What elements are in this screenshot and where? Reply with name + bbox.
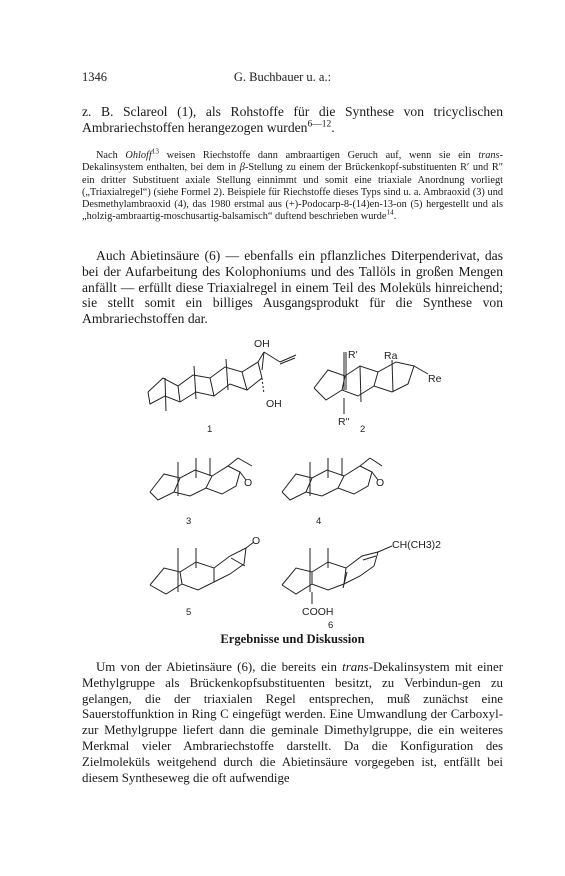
compound-label-2: 2 — [360, 424, 366, 435]
p2-text-c: -Dekalinsystem enthalten, bei dem in — [82, 150, 503, 174]
atom-oh-bottom: OH — [266, 398, 282, 410]
intro-paragraph: z. B. Sclareol (1), als Rohstoffe für die Synthese von tricyclischen Ambrariechstoffen herangezogen wurden$^{6—12}$. — [82, 104, 503, 135]
intro-text: z. B. Sclareol (1), als Rohstoffe für die Synthese von tricyclischen Ambrariechstoffen herangezogen wurden — [82, 104, 503, 135]
greek-beta: β — [239, 162, 245, 174]
term-trans: trans — [342, 660, 369, 674]
structure-3 — [150, 458, 252, 527]
atom-r-prime: R' — [348, 349, 358, 361]
p4-text-a: Um von der Abietinsäure (6), die bereits ein — [96, 660, 343, 674]
structure-5 — [150, 535, 260, 618]
abietic-acid-paragraph: Auch Abietinsäure (6) — ebenfalls ein pflanzliches Diterpenderivat, das bei der Aufarbeitung des Kolophoniums und des Tallöls in großen Mengen anfällt — erfüllt diese Triaxialregel in einem Teil des Moleküls hinreichend; sie stellt somit ein billiges Ausgangsprodukt für die Synthese von Ambrariechstoffen dar. — [82, 248, 503, 327]
reference-superscript: 13 — [151, 147, 159, 156]
p2-text-e: . — [393, 211, 397, 223]
structure-2 — [314, 349, 442, 435]
p2-text-a: Nach — [96, 150, 126, 161]
reference-superscript: 14 — [386, 209, 394, 218]
compound-label-1: 1 — [207, 424, 213, 435]
p2-text-b: weisen Riechstoffe dann ambraartigen Geruch auf, wenn sie ein — [158, 150, 479, 161]
atom-o-3: O — [244, 477, 253, 489]
reference-superscript: 6—12 — [307, 119, 332, 130]
atom-cooh: COOH — [302, 606, 334, 618]
author-ohloff: Ohloff — [125, 150, 152, 161]
term-trans: trans — [478, 150, 500, 161]
compound-label-5: 5 — [186, 607, 192, 618]
atom-r-double-prime: R'' — [338, 416, 350, 428]
compound-label-3: 3 — [186, 516, 192, 527]
atom-r-e: Re — [428, 373, 442, 385]
p2-text-d: -Stellung zu einem der Brückenkopf-substituenten R′ und R″ ein dritter Substituent axiale Stellung einnimmt und somit eine triaxiale Anordnung vorliegt („Triaxialregel“) (siehe Formel 2). Beispiele für Riechstoffe dieses Typs sind u. a. Ambraoxid (3) und Desmethylambraoxid (4), das 1980 erstmal aus (+)-Podocarp-8-(14)en-13-on (5) hergestellt und als „holzig-ambraartig-moschusartig-balsamisch“ duftend beschrieben wurde — [82, 162, 504, 223]
atom-oh-top: OH — [254, 338, 270, 350]
atom-o-4: O — [376, 477, 385, 489]
compound-label-4: 4 — [316, 516, 322, 527]
page-number: 1346 — [82, 70, 107, 84]
atom-o-5: O — [252, 535, 261, 547]
structure-1 — [148, 338, 296, 435]
atom-r-a: Ra — [384, 350, 398, 362]
results-paragraph — [82, 660, 503, 786]
small-print-paragraph — [82, 147, 504, 224]
running-head: G. Buchbauer u. a.: — [233, 70, 332, 84]
structure-4 — [282, 458, 384, 527]
structure-6 — [282, 539, 441, 631]
atom-isopropyl: CH(CH3)2 — [392, 539, 442, 551]
page-header — [82, 70, 483, 86]
section-heading: Ergebnisse und Diskussion — [220, 632, 365, 646]
compound-label-6: 6 — [328, 620, 334, 631]
p4-text-b: -Dekalinsystem mit einer Methylgruppe als Brückenkopfsubstituenten besitzt, zu Verbindun-gen zu gelangen, die der triaxialen Regel entsprechen, muß zunächst eine Sauerstoffunktion in Ring C eingefügt werden. Eine Umwandlung der Carboxyl- zur Methylgruppe liefert dann die geminale Dimethylgruppe, die ein weiteres Merkmal vieler Ambrariechstoffe darstellt. Da die Konfiguration des Zielmoleküls weitgehend durch die Abietinsäure vorgegeben ist, entfällt bei diesem Syntheseweg die oft aufwendige — [82, 660, 503, 785]
